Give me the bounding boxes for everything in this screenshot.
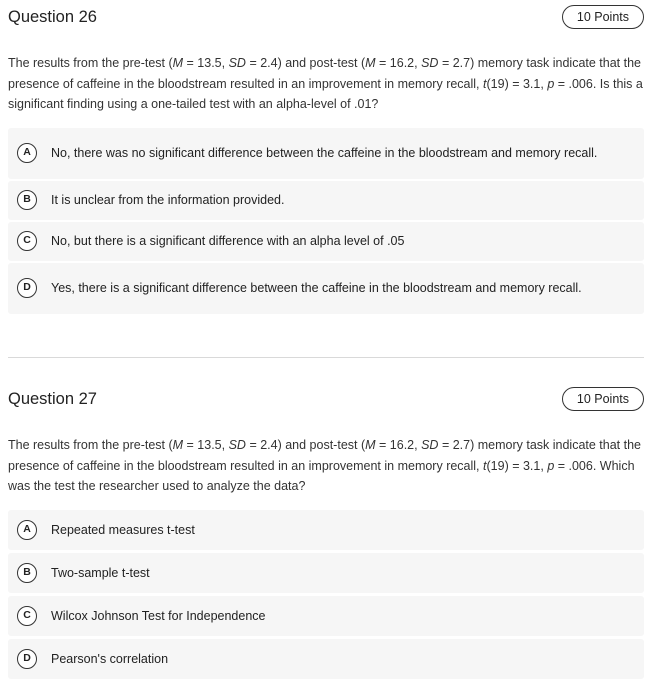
question-divider — [8, 357, 644, 358]
option-letter-c: C — [17, 606, 37, 626]
option-label: Wilcox Johnson Test for Independence — [51, 608, 266, 623]
option-letter-c: C — [17, 231, 37, 251]
question-text: The results from the pre-test (M = 13.5, SD = 2.4) and post-test (M = 16.2, SD = 2.7) memory task indicate that the presence of caffeine in the bloodstream resulted in an improvement in memory recall, t(19) = 3.1, p = .006. Which was the test the researcher used to analyze the data? — [8, 438, 641, 493]
option-letter-b: B — [17, 190, 37, 210]
option-a[interactable] — [8, 128, 644, 179]
answer-options — [8, 510, 644, 679]
question-text: The results from the pre-test (M = 13.5, SD = 2.4) and post-test (M = 16.2, SD = 2.7) memory task indicate that the presence of caffeine in the bloodstream resulted in an improvement in memory recall, t(19) = 3.1, p = .006. Is this a significant finding using a one-tailed test with an alpha-level of .01? — [8, 56, 643, 111]
option-label: Two-sample t-test — [51, 565, 150, 580]
option-letter-a: A — [17, 143, 37, 163]
option-d[interactable] — [8, 263, 644, 314]
option-label: No, but there is a significant difference with an alpha level of .05 — [51, 234, 405, 248]
question-header — [8, 382, 644, 416]
question-title: Question 27 — [8, 390, 97, 408]
option-label: Pearson's correlation — [51, 651, 169, 666]
option-label: Repeated measures t-test — [51, 522, 195, 537]
option-letter-b: B — [17, 563, 37, 583]
option-c[interactable] — [8, 222, 644, 261]
option-label: No, there was no significant difference between the caffeine in the bloodstream and memory recall. — [51, 146, 598, 160]
option-b[interactable] — [8, 181, 644, 220]
option-label: It is unclear from the information provided. — [51, 193, 285, 207]
answer-options — [8, 128, 644, 314]
question-27 — [8, 382, 644, 682]
option-letter-d: D — [17, 278, 37, 298]
option-letter-d: D — [17, 649, 37, 669]
points-badge: 10 Points — [562, 5, 644, 29]
option-a[interactable] — [8, 510, 644, 550]
option-b[interactable] — [8, 553, 644, 593]
question-title: Question 26 — [8, 8, 97, 26]
option-label: Yes, there is a significant difference between the caffeine in the bloodstream and memory recall. — [51, 281, 582, 295]
points-badge: 10 Points — [562, 387, 644, 411]
question-header — [8, 0, 644, 34]
option-c[interactable] — [8, 596, 644, 636]
option-letter-a: A — [17, 520, 37, 540]
option-d[interactable] — [8, 639, 644, 679]
question-26 — [8, 0, 644, 316]
